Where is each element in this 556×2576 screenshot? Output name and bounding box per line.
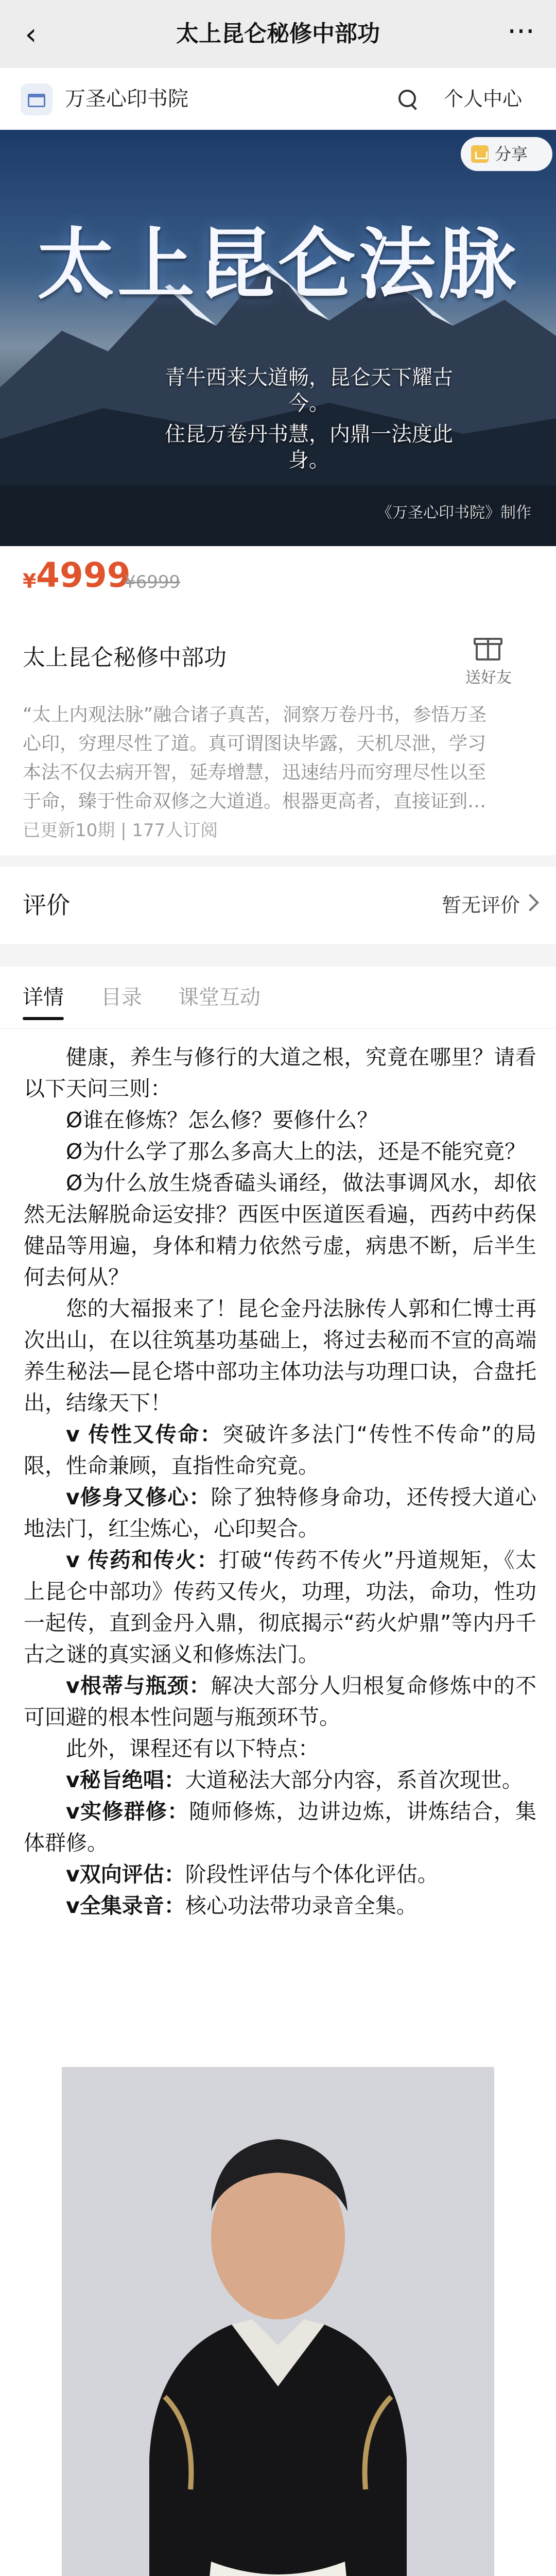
product-name: 太上昆仑秘修中部功 [23,645,227,671]
banner-poem-line: 身。 [288,448,329,472]
current-price: 4999 [36,555,131,595]
article-paragraph [24,1796,536,1859]
original-price: ¥6999 [125,572,181,592]
feature-heading: v 传药和传火： [66,1548,219,1572]
feature-text: 阶段性评估与个体化评估。 [185,1862,439,1887]
user-center-link[interactable]: 个人中心 [444,88,523,110]
mountain-background [0,130,556,546]
feature-text: 随师修炼，边讲边炼，讲炼结合，集体群修。 [24,1799,536,1855]
banner-poem-line: 住昆万卷丹书慧，内鼎一法度此 [165,422,453,446]
description-line: 心印，穷理尽性了道。真可谓图诀毕露，天机尽泄，学习 [23,733,486,754]
currency-symbol: ¥ [23,570,37,592]
shop-name[interactable]: 万圣心印书院 [65,87,188,111]
detail-tabs [0,967,556,1029]
feature-text: 除了独特修身命功，还传授大道心地法门，红尘炼心，心印契合。 [24,1485,536,1541]
back-icon[interactable]: ‹ [25,16,37,52]
article-paragraph [24,1482,536,1545]
evaluation-row[interactable] [0,867,556,944]
update-subscribe-meta: 已更新10期 | 177人订阅 [23,820,218,841]
article-body [24,1042,536,1922]
page-title: 太上昆仑秘修中部功 [176,21,380,47]
chevron-right-icon [522,894,539,911]
banner-poem-line: 青牛西来大道畅，昆仑天下耀古 [165,366,453,389]
banner-headline: 太上昆仑法脉 [37,219,519,310]
title-bar [0,0,556,69]
feature-heading: v秘旨绝唱： [66,1768,185,1792]
evaluation-value: 暂无评价 [441,894,520,917]
description-line: 于命，臻于性命双修之大道逍。根器更高者，直接证到… [23,791,486,812]
article-paragraph [24,1670,536,1733]
gift-to-friend-button[interactable]: 送好友 [465,669,512,687]
shop-header [0,68,556,130]
search-icon[interactable] [396,89,419,111]
feature-text: 大道秘法大部分内容，系首次现世。 [185,1768,523,1792]
feature-text: 解决大部分人归根复命修炼中的不可回避的根本性问题与瓶颈环节。 [24,1673,536,1730]
article-paragraph: Ø为什么学了那么多高大上的法，还是不能究竟？ [66,1139,526,1164]
feature-text: 突破许多法门“传性不传命”的局限，性命兼顾，直指性命究竟。 [24,1422,536,1478]
product-description [23,701,532,816]
banner-poem-line: 今。 [288,392,329,415]
section-divider [0,944,556,967]
article-paragraph [24,1419,536,1482]
article-paragraph [24,1765,536,1796]
article-paragraph: 此外，课程还有以下特点： [66,1736,319,1761]
article-paragraph [24,1859,536,1890]
article-paragraph: Ø谁在修炼？怎么修？要修什么？ [66,1108,378,1132]
article-paragraph: 您的大福报来了！昆仑金丹法脉传人郭和仁博士再次出山，在以往筑基功基础上，将过去秘而不宣的高端养生秘法—昆仑塔中部功主体功法与功理口诀，合盘托出，结缘天下！ [24,1296,536,1415]
article-paragraph [24,1545,536,1670]
description-line: 本法不仅去病开智，延寿增慧，迅速结丹而穷理尽性以至 [23,762,486,783]
tab-classroom-interaction[interactable] [178,967,260,1028]
share-label: 分享 [495,144,528,164]
price-row [0,546,556,605]
article-paragraph: Ø为什么放生烧香磕头诵经，做法事调风水，却依然无法解脱命运安排？西医中医道医看遍，西药中药保健品等用遍，身体和精力依然亏虚，病患不断，后半生何去何从？ [24,1171,536,1290]
shop-logo-icon[interactable] [21,83,53,115]
feature-text: 打破“传药不传火”丹道规矩，《太上昆仑中部功》传药又传火，功理，功法，命功，性功一起传，直到金丹入鼎，彻底揭示“药火炉鼎”等内丹千古之谜的真实涵义和修炼法门。 [24,1548,537,1667]
active-tab-indicator [23,1017,64,1020]
description-line: “太上内观法脉”融合诸子真苦，洞察万卷丹书，参悟万圣 [23,704,487,725]
tab-label: 详情 [23,986,64,1009]
teacher-portrait-photo [62,2067,494,2576]
article-paragraph: 健康，养生与修行的大道之根，究竟在哪里？请看以下天问三则： [24,1045,536,1101]
feature-heading: v实修群修： [66,1799,189,1824]
feature-heading: v修身又修心： [66,1485,211,1510]
banner-stamp: 《万圣心印书院》制作 [377,504,531,522]
tab-catalog[interactable] [101,967,142,1028]
section-divider [0,855,556,867]
course-banner-image [0,130,556,546]
feature-heading: v全集录音： [66,1893,185,1918]
more-options-icon[interactable]: ··· [507,15,535,48]
feature-heading: v 传性又传命： [66,1422,223,1447]
evaluation-label: 评价 [23,891,70,919]
feature-text: 核心功法带功录音全集。 [185,1893,418,1918]
tab-label: 课堂互动 [178,986,260,1009]
tab-details[interactable] [23,967,64,1028]
article-paragraph [24,1890,536,1922]
product-info [0,605,556,855]
feature-heading: v根蒂与瓶颈： [66,1673,211,1698]
share-button[interactable] [461,137,552,171]
share-icon [471,145,489,163]
portrait-figure [62,2067,494,2576]
tab-label: 目录 [101,986,142,1009]
feature-heading: v双向评估： [66,1862,185,1887]
gift-icon[interactable] [474,635,502,660]
